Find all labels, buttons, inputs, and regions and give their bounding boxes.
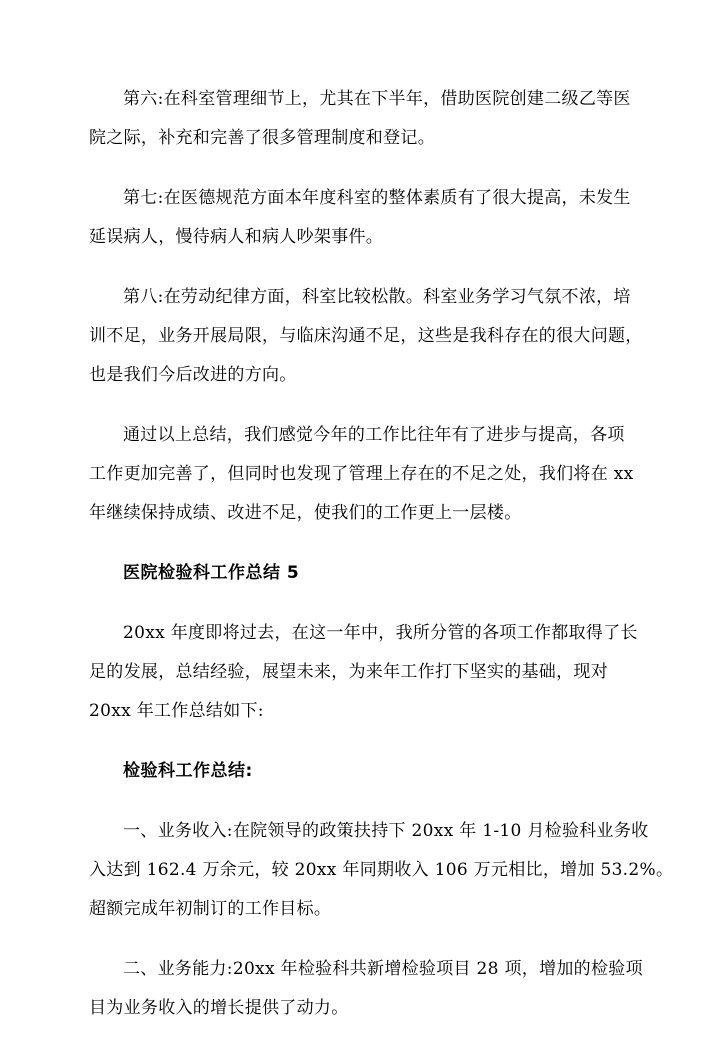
paragraph-sixth bbox=[89, 80, 664, 158]
text-line: 第六:在科室管理细节上，尤其在下半年，借助医院创建二级乙等医 bbox=[123, 89, 631, 109]
paragraph-intro bbox=[89, 614, 664, 731]
text-line: 第七:在医德规范方面本年度科室的整体素质有了很大提高，未发生 bbox=[123, 188, 631, 208]
text-line: 足的发展，总结经验，展望未来，为来年工作打下坚实的基础，现对 bbox=[89, 662, 608, 682]
text-line: 20xx 年工作总结如下: bbox=[89, 701, 264, 721]
text-line: 通过以上总结，我们感觉今年的工作比往年有了进步与提高，各项 bbox=[123, 425, 625, 445]
text-line: 二、业务能力:20xx 年检验科共新增检验项目 28 项，增加的检验项 bbox=[123, 959, 643, 979]
text-line: 年继续保持成绩、改进不足，使我们的工作更上一层楼。 bbox=[89, 503, 522, 523]
text-line: 训不足，业务开展局限，与临床沟通不足，这些是我科存在的很大问题， bbox=[89, 326, 643, 346]
paragraph-item-1 bbox=[89, 812, 674, 929]
text-line: 目为业务收入的增长提供了动力。 bbox=[89, 998, 349, 1018]
text-line: 院之际，补充和完善了很多管理制度和登记。 bbox=[89, 128, 435, 148]
text-line: 一、业务收入:在院领导的政策扶持下 20xx 年 1-10 月检验科业务收 bbox=[123, 821, 649, 841]
text-line: 入达到 162.4 万余元，较 20xx 年同期收入 106 万元相比，增加 53.2%。 bbox=[89, 860, 674, 880]
section-title: 医院检验科工作总结 5 bbox=[123, 563, 300, 583]
text-line: 也是我们今后改进的方向。 bbox=[89, 365, 297, 385]
sub-heading: 检验科工作总结: bbox=[123, 761, 253, 781]
text-line: 工作更加完善了，但同时也发现了管理上存在的不足之处，我们将在 xx bbox=[89, 464, 634, 484]
paragraph-seventh bbox=[89, 179, 664, 257]
paragraph-eighth bbox=[89, 278, 664, 395]
paragraph-summary bbox=[89, 416, 664, 533]
paragraph-item-2 bbox=[89, 950, 664, 1028]
text-line: 第八:在劳动纪律方面，科室比较松散。科室业务学习气氛不浓，培 bbox=[123, 287, 631, 307]
text-line: 20xx 年度即将过去，在这一年中，我所分管的各项工作都取得了长 bbox=[123, 623, 638, 643]
text-line: 超额完成年初制订的工作目标。 bbox=[89, 899, 332, 919]
document-body bbox=[89, 80, 674, 1049]
text-line: 延误病人，慢待病人和病人吵架事件。 bbox=[89, 227, 384, 247]
